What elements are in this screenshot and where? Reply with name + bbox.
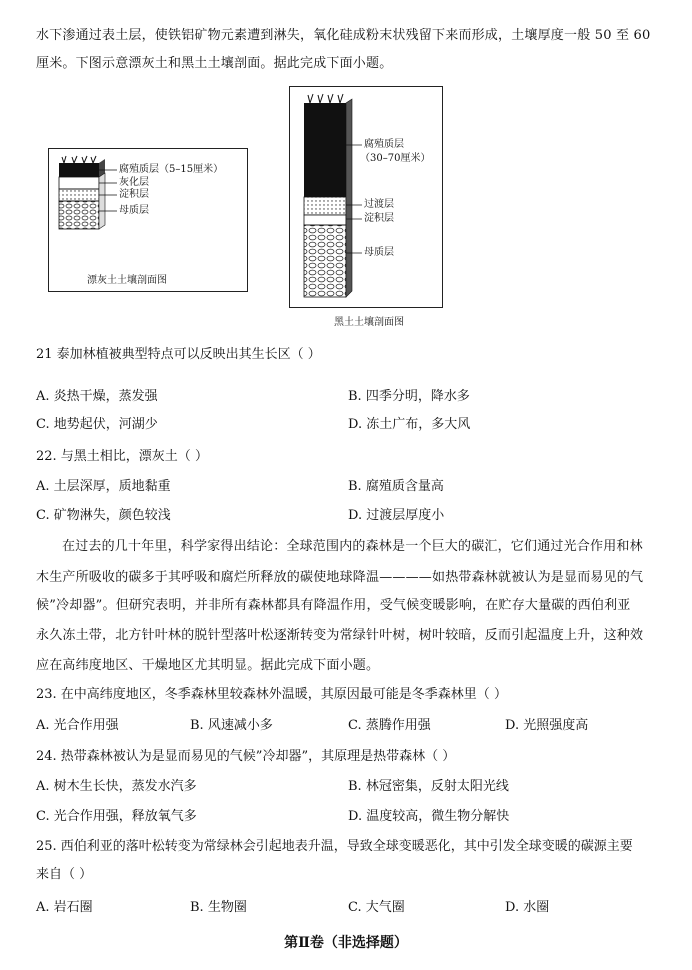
podzol-label-parent: 母质层	[119, 205, 149, 216]
black-label-humus-depth: （30–70厘米）	[360, 153, 431, 164]
intro2-line-3: 候”冷却器”。但研究表明，并非所有森林都具有降温作用，受气候变暖影响，在贮存大量碳的西伯利亚	[36, 598, 631, 613]
black-soil-column	[290, 87, 442, 307]
intro2-line-4: 永久冻土带，北方针叶林的脱针型落叶松逐渐转变为常绿针叶树，树叶较暗，反而引起温度上升，这种效	[36, 628, 644, 643]
intro-line-2: 厘米。下图示意漂灰土和黑土土壤剖面。据此完成下面小题。	[36, 56, 393, 71]
q24-option-d[interactable]: D. 温度较高，微生物分解快	[348, 809, 510, 824]
intro2-line-1: 在过去的几十年里，科学家得出结论：全球范围内的森林是一个巨大的碳汇，它们通过光合作用和林	[62, 539, 643, 554]
intro-line-1: 水下渗通过表土层，使铁铝矿物元素遭到淋失，氧化硅成粉末状残留下来而形成，土壤厚度一般 50 至 60	[36, 28, 651, 43]
q25-stem-line-1: 25. 西伯利亚的落叶松转变为常绿林会引起地表升温，导致全球变暖恶化，其中引发全球变暖的碳源主要	[36, 839, 633, 854]
q24-option-c[interactable]: C. 光合作用强，释放氧气多	[36, 809, 197, 824]
black-label-illuvial: 淀积层	[364, 213, 394, 224]
podzol-label-bleached: 灰化层	[119, 177, 149, 188]
q22-option-c[interactable]: C. 矿物淋失，颜色较浅	[36, 508, 171, 523]
q21-option-a[interactable]: A. 炎热干燥，蒸发强	[36, 389, 158, 404]
q23-stem: 23. 在中高纬度地区，冬季森林里较森林外温暖，其原因最可能是冬季森林里（ ）	[36, 687, 507, 702]
intro2-line-5: 应在高纬度地区、干燥地区尤其明显。据此完成下面小题。	[36, 658, 380, 673]
podzol-label-humus: 腐殖质层（5–15厘米）	[119, 164, 224, 175]
figure-podzol-profile	[48, 148, 248, 292]
q22-option-d[interactable]: D. 过渡层厚度小	[348, 508, 445, 523]
section-title: 第Ⅱ卷（非选择题）	[284, 935, 408, 951]
intro2-line-2: 木生产所吸收的碳多于其呼吸和腐烂所释放的碳使地球降温————如热带森林就被认为是显而易见的气	[36, 570, 644, 585]
black-caption: 黑土土壤剖面图	[334, 317, 404, 328]
black-label-humus: 腐殖质层	[364, 139, 404, 150]
q25-option-b[interactable]: B. 生物圈	[190, 900, 247, 915]
q21-option-d[interactable]: D. 冻土广布，多大风	[348, 417, 471, 432]
black-label-parent: 母质层	[364, 247, 394, 258]
black-label-transition: 过渡层	[364, 199, 394, 210]
q23-option-c[interactable]: C. 蒸腾作用强	[348, 718, 431, 733]
q22-option-b[interactable]: B. 腐殖质含量高	[348, 479, 444, 494]
q23-option-d[interactable]: D. 光照强度高	[505, 718, 589, 733]
q24-option-b[interactable]: B. 林冠密集，反射太阳光线	[348, 779, 509, 794]
podzol-caption: 漂灰土土壤剖面图	[87, 275, 167, 286]
q23-option-b[interactable]: B. 风速减小多	[190, 718, 273, 733]
q25-stem-line-2: 来自（ ）	[36, 867, 93, 882]
q21-option-b[interactable]: B. 四季分明，降水多	[348, 389, 470, 404]
q21-option-c[interactable]: C. 地势起伏，河湖少	[36, 417, 158, 432]
q23-option-a[interactable]: A. 光合作用强	[36, 718, 119, 733]
figure-black-soil-profile	[289, 86, 443, 308]
q22-stem: 22. 与黑土相比，漂灰土（ ）	[36, 449, 208, 464]
q24-stem: 24. 热带森林被认为是显而易见的气候”冷却器”，其原理是热带森林（ ）	[36, 749, 456, 764]
podzol-label-illuvial: 淀积层	[119, 189, 149, 200]
q24-option-a[interactable]: A. 树木生长快，蒸发水汽多	[36, 779, 197, 794]
q25-option-d[interactable]: D. 水圈	[505, 900, 550, 915]
q22-option-a[interactable]: A. 土层深厚，质地黏重	[36, 479, 171, 494]
q25-option-a[interactable]: A. 岩石圈	[36, 900, 93, 915]
q21-stem: 21 泰加林植被典型特点可以反映出其生长区（ ）	[36, 347, 321, 362]
q25-option-c[interactable]: C. 大气圈	[348, 900, 405, 915]
